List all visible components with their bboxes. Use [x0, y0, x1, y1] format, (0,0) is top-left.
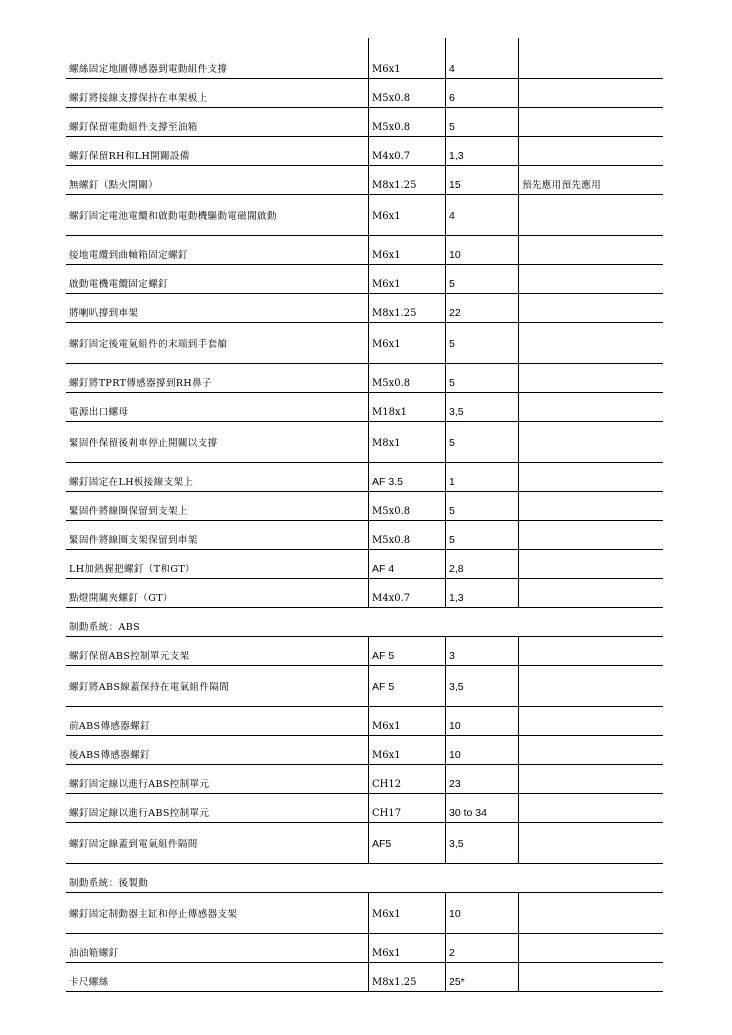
- table-row: [66, 137, 663, 166]
- table-row: [66, 463, 663, 492]
- part-description: 螺釘固定線蓋到電氣組件隔間: [69, 839, 198, 850]
- torque-value: 3,5: [449, 406, 464, 418]
- table-row: [66, 492, 663, 521]
- part-description: 接地電纜到曲軸箱固定螺釘: [69, 250, 188, 261]
- torque-value: 1: [449, 476, 455, 488]
- thread-size: M4x0.7: [372, 593, 411, 604]
- table-row: [66, 736, 663, 765]
- torque-value: 23: [449, 778, 461, 790]
- part-description: 螺釘固定線以進行ABS控制單元: [69, 808, 210, 819]
- table-row: [66, 364, 663, 393]
- thread-size: M6x1: [372, 64, 401, 75]
- thread-size: M5x0.8: [372, 535, 411, 546]
- thread-size: M6x1: [372, 909, 401, 920]
- part-description: 前ABS傳感器螺釘: [69, 721, 150, 732]
- torque-value: 5: [449, 534, 455, 546]
- thread-size: M5x0.8: [372, 122, 411, 133]
- part-description: 電源出口螺母: [69, 407, 129, 418]
- part-description: 螺釘將接線支撐保持在車架板上: [69, 93, 208, 104]
- torque-value: 3,5: [449, 838, 464, 850]
- torque-spec-table: [66, 38, 663, 992]
- torque-value: 2,8: [449, 563, 464, 575]
- thread-size: AF 5: [372, 650, 395, 662]
- torque-value: 22: [449, 307, 461, 319]
- thread-size: M8x1: [372, 438, 401, 449]
- table-row: [66, 265, 663, 294]
- part-description: 螺釘保留ABS控制單元支架: [69, 651, 190, 662]
- thread-size: M4x0.7: [372, 151, 411, 162]
- part-description: 點燈開關夾螺釘（GT）: [69, 593, 173, 604]
- section-header: [66, 608, 663, 637]
- thread-size: M5x0.8: [372, 93, 411, 104]
- torque-value: 15: [449, 179, 461, 191]
- table-row: [66, 579, 663, 608]
- torque-value: 3: [449, 650, 455, 662]
- table-row: [66, 893, 663, 934]
- part-description: 螺釘保留電動組件支撐至油箱: [69, 122, 198, 133]
- torque-value: 25*: [449, 976, 465, 988]
- part-description: 將喇叭撐到車架: [69, 308, 139, 319]
- thread-size: M6x1: [372, 721, 401, 732]
- table-row: [66, 794, 663, 823]
- part-description: 啟動電機電纜固定螺釘: [69, 279, 169, 290]
- table-row: [66, 323, 663, 364]
- thread-size: M6x1: [372, 948, 401, 959]
- thread-size: M6x1: [372, 279, 401, 290]
- thread-size: M6x1: [372, 250, 401, 261]
- torque-value: 5: [449, 437, 455, 449]
- part-description: 螺釘固定電池電纜和啟動電動機驅動電磁閥啟動: [69, 211, 277, 222]
- thread-size: AF 3.5: [372, 476, 403, 488]
- table-row: [66, 108, 663, 137]
- torque-value: 6: [449, 92, 455, 104]
- table-row: [66, 79, 663, 108]
- note-text: 預先應用預先應用: [522, 180, 602, 191]
- thread-size: CH12: [372, 779, 402, 790]
- table-row: [66, 934, 663, 963]
- part-description: 螺釘固定線以進行ABS控制單元: [69, 779, 210, 790]
- thread-size: M18x1: [372, 407, 407, 418]
- thread-size: M8x1.25: [372, 977, 417, 988]
- table-row: [66, 666, 663, 707]
- torque-value: 4: [449, 63, 455, 75]
- torque-value: 10: [449, 749, 461, 761]
- table-row: [66, 707, 663, 736]
- torque-value: 10: [449, 249, 461, 261]
- thread-size: M5x0.8: [372, 506, 411, 517]
- part-description: 螺釘保留RH和LH開關設備: [69, 151, 190, 162]
- thread-size: M8x1.25: [372, 308, 417, 319]
- part-description: 螺釘將TPRT傳感器撐到RH鼻子: [69, 378, 212, 389]
- torque-value: 5: [449, 121, 455, 133]
- thread-size: M5x0.8: [372, 378, 411, 389]
- table-row: [66, 637, 663, 666]
- torque-value: 2: [449, 947, 455, 959]
- table-row: [66, 765, 663, 794]
- thread-size: M8x1.25: [372, 180, 417, 191]
- section-title: 制動系統：ABS: [69, 622, 141, 633]
- table-row: [66, 195, 663, 236]
- table-row: [66, 422, 663, 463]
- part-description: 無螺釘（點火開關）: [69, 180, 159, 191]
- torque-value: 10: [449, 908, 461, 920]
- torque-value: 5: [449, 278, 455, 290]
- thread-size: M6x1: [372, 211, 401, 222]
- thread-size: M6x1: [372, 750, 401, 761]
- part-description: 緊固件將線圈保留到支架上: [69, 506, 188, 517]
- part-description: 油油箱螺釘: [69, 948, 119, 959]
- torque-value: 5: [449, 338, 455, 350]
- table-row: [66, 550, 663, 579]
- table-row: [66, 38, 663, 79]
- thread-size: CH17: [372, 808, 402, 819]
- table-row: [66, 963, 663, 992]
- table-row: [66, 823, 663, 864]
- section-header: [66, 864, 663, 893]
- table-row: [66, 521, 663, 550]
- thread-size: AF5: [372, 838, 392, 850]
- torque-value: 4: [449, 210, 455, 222]
- table-row: [66, 294, 663, 323]
- part-description: 螺絲固定地圖傳感器到電動組件支撐: [69, 64, 228, 75]
- part-description: 緊固件將線圈支架保留到車架: [69, 535, 198, 546]
- part-description: 卡尺螺絲: [69, 977, 109, 988]
- torque-value: 3,5: [449, 681, 464, 693]
- torque-value: 1,3: [449, 150, 464, 162]
- section-title: 制動系統：後製動: [69, 878, 149, 889]
- part-description: 螺釘固定後電氣組件的末端到手套艙: [69, 339, 228, 350]
- part-description: 螺釘固定制動器主缸和停止傳感器支架: [69, 909, 238, 920]
- table-row: [66, 166, 663, 195]
- part-description: 緊固件保留後剎車停止開關以支撐: [69, 438, 218, 449]
- torque-value: 10: [449, 720, 461, 732]
- torque-value: 30 to 34: [449, 807, 487, 819]
- thread-size: M6x1: [372, 339, 401, 350]
- torque-value: 1,3: [449, 592, 464, 604]
- part-description: 後ABS傳感器螺釘: [69, 750, 150, 761]
- table-row: [66, 236, 663, 265]
- part-description: LH加熱握把螺釘（T和GT）: [69, 564, 195, 575]
- thread-size: AF 5: [372, 681, 395, 693]
- thread-size: AF 4: [372, 563, 395, 575]
- part-description: 螺釘將ABS線蓋保持在電氣組件隔間: [69, 682, 230, 693]
- torque-value: 5: [449, 505, 455, 517]
- torque-value: 5: [449, 377, 455, 389]
- table-row: [66, 393, 663, 422]
- part-description: 螺釘固定在LH板接線支架上: [69, 477, 194, 488]
